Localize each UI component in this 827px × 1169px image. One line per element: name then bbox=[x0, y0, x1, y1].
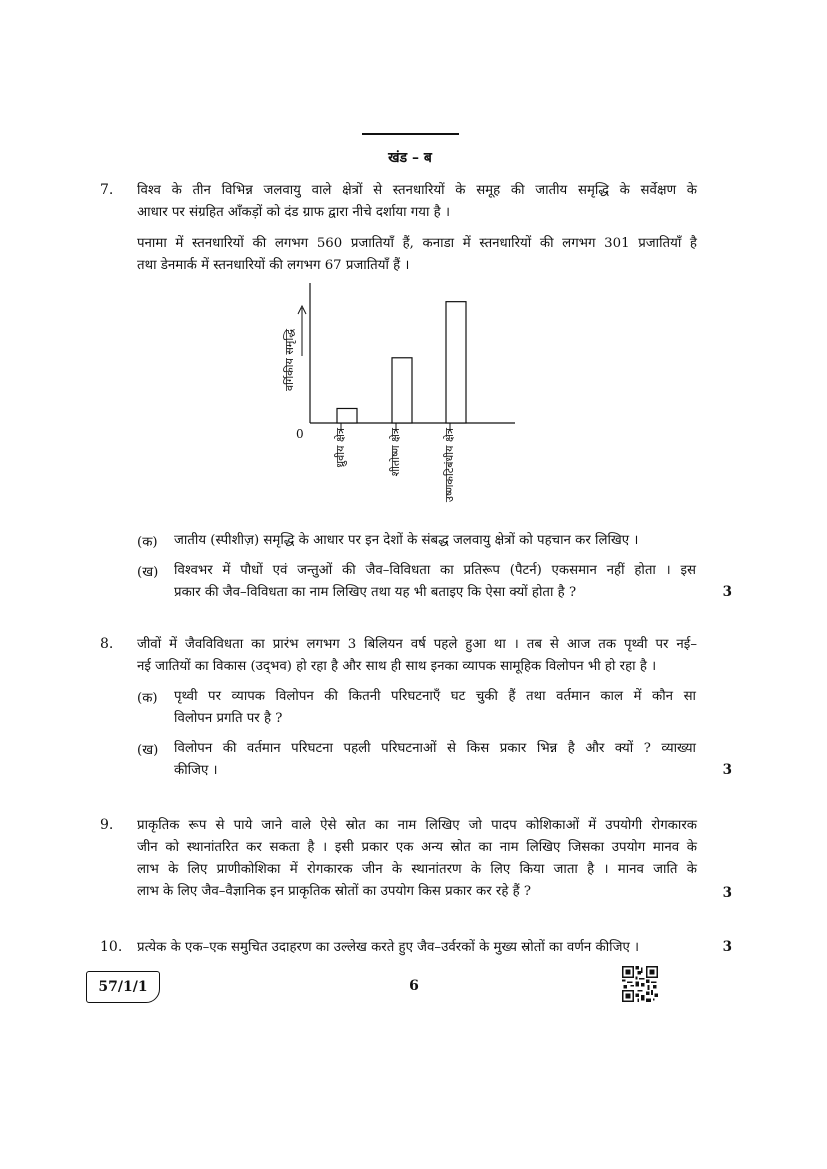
category-label: ध्रुवीय क्षेत्र bbox=[334, 428, 347, 468]
question-text-line: जीन को स्थानांतरित कर सकता है । इसी प्रकार एक अन्य स्रोत का नाम लिखिए जिसका उपयोग मानव के bbox=[137, 840, 697, 855]
sub-question-label: (ख) bbox=[137, 565, 159, 580]
marks: 3 bbox=[722, 939, 732, 955]
sub-question-text: जातीय (स्पीशीज़) समृद्धि के आधार पर इन देशों के संबद्ध जलवायु क्षेत्रों को पहचान कर लिखिए । bbox=[174, 533, 639, 548]
question-number: 7. bbox=[100, 182, 114, 198]
sub-question-text: प्रकार की जैव–विविधता का नाम लिखिए तथा यह भी बताइए कि ऐसा क्यों होता है ? bbox=[174, 585, 577, 600]
question-text-line: तथा डेनमार्क में स्तनधारियों की लगभग 67 प्रजातियाँ हैं । bbox=[137, 258, 410, 273]
paper-code-box bbox=[86, 971, 160, 1003]
sub-question-text: विश्वभर में पौधों एवं जन्तुओं की जैव–विविधता का प्रतिरूप (पैटर्न) एकसमान नहीं होता । इस bbox=[174, 563, 696, 578]
category-label: शीतोष्ण क्षेत्र bbox=[389, 428, 402, 477]
origin-label: 0 bbox=[296, 427, 304, 441]
question-number: 8. bbox=[100, 636, 114, 652]
marks: 3 bbox=[722, 762, 732, 778]
paper-code: 57/1/1 bbox=[98, 979, 148, 995]
bar bbox=[392, 358, 412, 423]
question-text-line: पनामा में स्तनधारियों की लगभग 560 प्रजातियाँ हैं, कनाडा में स्तनधारियों की लगभग 301 प्रजातियाँ है bbox=[137, 236, 697, 251]
page-number: 6 bbox=[409, 978, 419, 994]
marks: 3 bbox=[722, 885, 732, 901]
sub-question-text: विलोपन प्रगति पर है ? bbox=[174, 711, 283, 726]
question-text-line: आधार पर संग्रहित आँकड़ों को दंड ग्राफ द्वारा नीचे दर्शाया गया है । bbox=[137, 205, 451, 220]
species-richness-bar-chart bbox=[260, 278, 540, 528]
qr-code-icon bbox=[622, 966, 658, 1002]
question-text-line: लाभ के लिए प्राणीकोशिका में रोगकारक जीन के स्थानांतरण के लिए किया जाता है । मानव जाति के bbox=[137, 862, 697, 877]
sub-question-text: पृथ्वी पर व्यापक विलोपन की कितनी परिघटनाएँ घट चुकी हैं तथा वर्तमान काल में कौन सा bbox=[174, 689, 696, 704]
sub-question-label: (क) bbox=[137, 535, 158, 550]
question-text-line: नई जातियों का विकास (उद्‌भव) हो रहा है और साथ ही साथ इनका व्यापक सामूहिक विलोपन भी हो रहा है । bbox=[137, 659, 657, 674]
sub-question-label: (ख) bbox=[137, 743, 159, 758]
sub-question-text: कीजिए । bbox=[174, 763, 218, 778]
section-heading: खंड – ब bbox=[388, 150, 432, 166]
bar bbox=[446, 302, 466, 423]
sub-question-label: (क) bbox=[137, 691, 158, 706]
question-number: 9. bbox=[100, 817, 114, 833]
sub-question-text: विलोपन की वर्तमान परिघटना पहली परिघटनाओं से किस प्रकार भिन्न है और क्यों ? व्याख्या bbox=[174, 741, 696, 756]
question-number: 10. bbox=[100, 939, 123, 955]
y-axis-label: वर्गिकीय समृद्धि bbox=[283, 329, 296, 391]
bar bbox=[337, 408, 357, 423]
section-divider bbox=[362, 133, 459, 135]
question-text-line: विश्व के तीन विभिन्न जलवायु वाले क्षेत्रों से स्तनधारियों के समूह की जातीय समृद्धि के सर्वेक्षण के bbox=[137, 183, 697, 198]
question-text-line: जीवों में जैवविविधता का प्रारंभ लगभग 3 बिलियन वर्ष पहले हुआ था । तब से आज तक पृथ्वी पर नई– bbox=[137, 637, 697, 652]
category-label: उष्णकटिबंधीय क्षेत्र bbox=[443, 428, 456, 503]
question-text-line: प्रत्येक के एक–एक समुचित उदाहरण का उल्लेख करते हुए जैव–उर्वरकों के मुख्य स्रोतों का वर्णन कीजिए । bbox=[137, 940, 640, 955]
question-text-line: प्राकृतिक रूप से पाये जाने वाले ऐसे स्रोत का नाम लिखिए जो पादप कोशिकाओं में उपयोगी रोगकारक bbox=[137, 818, 697, 833]
marks: 3 bbox=[722, 584, 732, 600]
question-text-line: लाभ के लिए जैव–वैज्ञानिक इन प्राकृतिक स्रोतों का उपयोग किस प्रकार कर रहे हैं ? bbox=[137, 884, 532, 899]
